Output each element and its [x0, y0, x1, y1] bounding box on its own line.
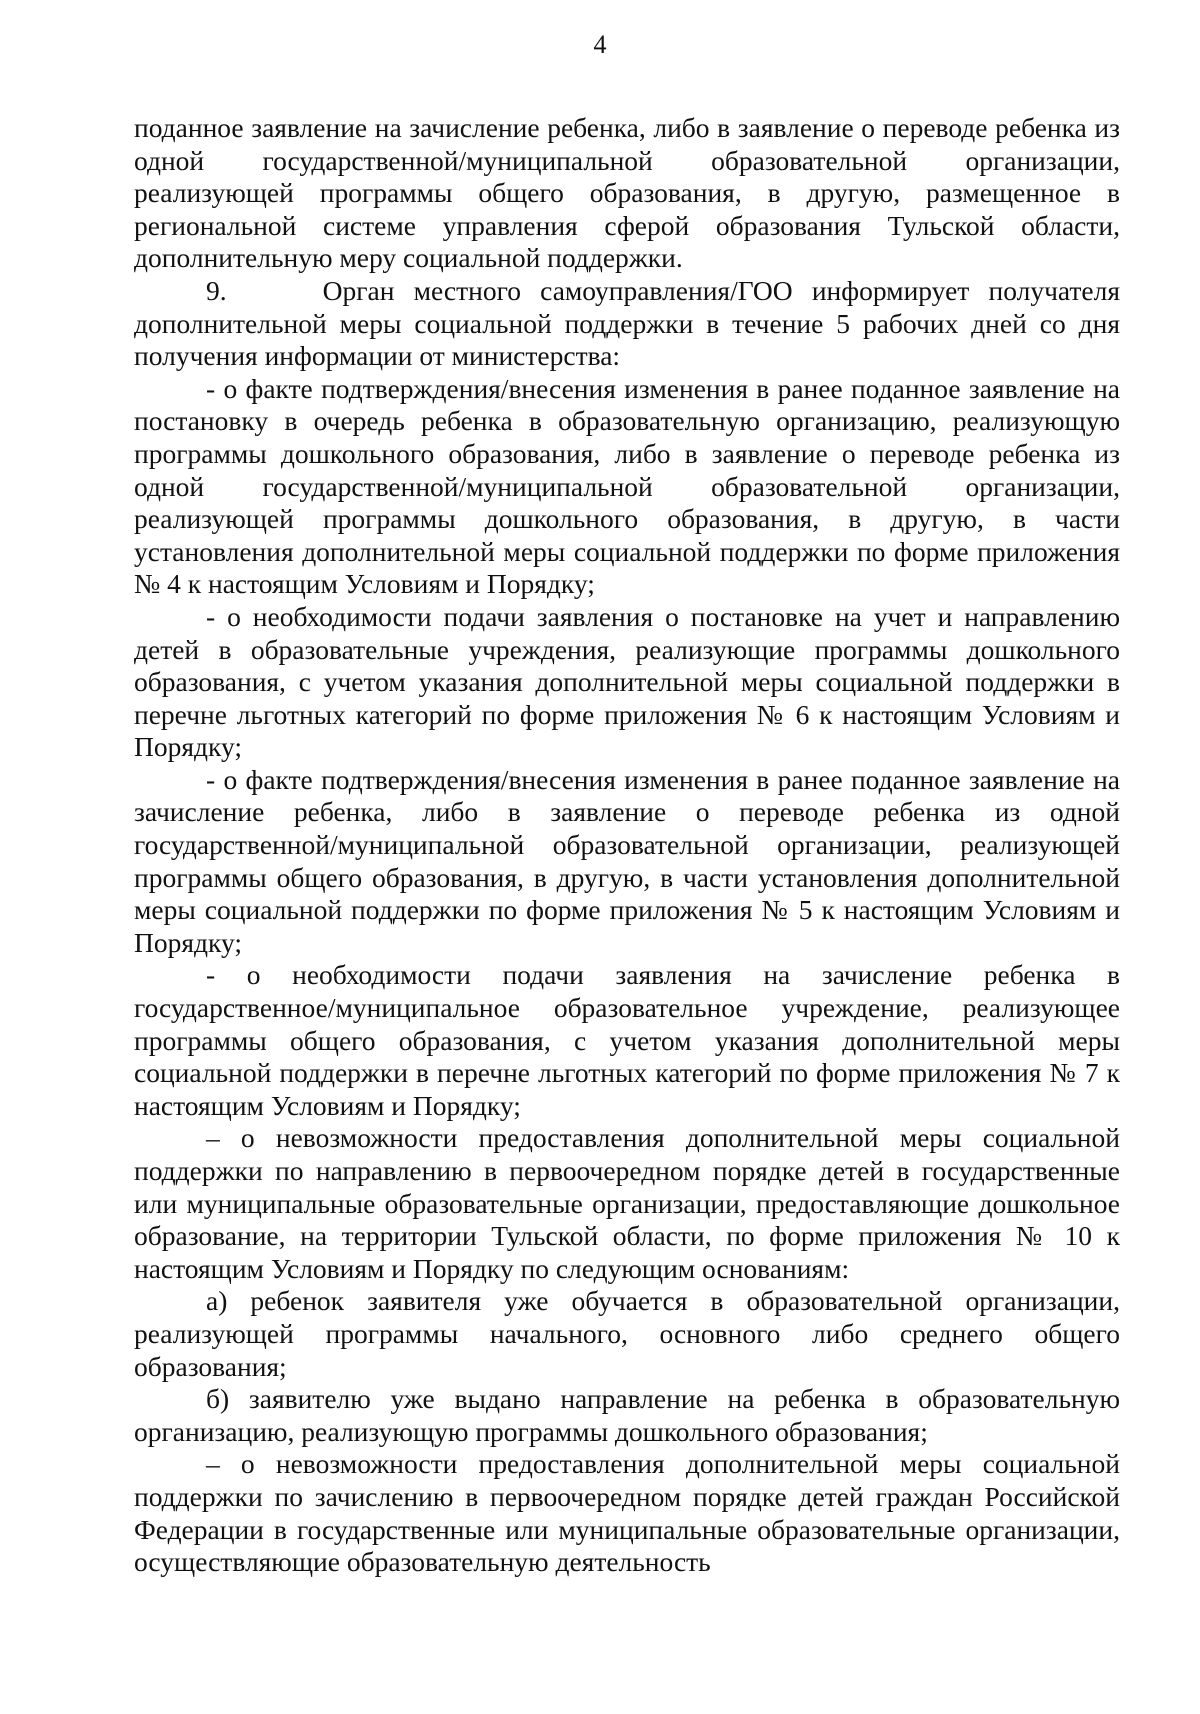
document-body [134, 112, 1120, 1579]
page-number: 4 [593, 30, 607, 59]
paragraph-reason-b: б) заявителю уже выдано направление на ребенка в образовательную организацию, реализующую программы дошкольного образования; [134, 1383, 1120, 1447]
paragraph-need-application-general: - о необходимости подачи заявления на зачисление ребенка в государственное/муниципальное образовательное учреждение, реализующее программы общего образования, с учетом указания дополнительной меры социальной поддержки в перечне льготных категорий по форме приложения № 7 к настоящим Условиям и Порядку; [134, 959, 1120, 1121]
paragraph-reason-a: а) ребенок заявителя уже обучается в образовательной организации, реализующей программы начального, основного либо среднего общего образования; [134, 1285, 1120, 1382]
paragraph-continuation: поданное заявление на зачисление ребенка, либо в заявление о переводе ребенка из одной государственной/муниципальной образовательной организации, реализующей программы общего образования, в другую, размещенное в региональной системе управления сферой образования Тульской области, дополнительную меру социальной поддержки. [134, 112, 1120, 274]
paragraph-need-application-preschool: - о необходимости подачи заявления о постановке на учет и направлению детей в образовательные учреждения, реализующие программы дошкольного образования, с учетом указания дополнительной меры социальной поддержки в перечне льготных категорий по форме приложения № 6 к настоящим Условиям и Порядку; [134, 600, 1120, 763]
paragraph-fact-confirmation-general: - о факте подтверждения/внесения изменения в ранее поданное заявление на зачисление ребенка, либо в заявление о переводе ребенка из одной государственной/муниципальной образовательной организации, реализующей программы общего образования, в другую, в части установления дополнительной меры социальной поддержки по форме приложения № 5 к настоящим Условиям и Порядку; [134, 763, 1120, 958]
paragraph-impossibility-general: – о невозможности предоставления дополнительной меры социальной поддержки по зачислению в первоочередном порядке детей граждан Российской Федерации в государственные или муниципальные образовательные организации, осуществляющие образовательную деятельность [134, 1448, 1120, 1578]
paragraph-fact-confirmation-preschool: - о факте подтверждения/внесения изменения в ранее поданное заявление на постановку в очередь ребенка в образовательную организацию, реализующую программы дошкольного образования, либо в заявление о переводе ребенка из одной государственной/муниципальной образовательной организации, реализующей программы дошкольного образования, в другую, в части установления дополнительной меры социальной поддержки по форме приложения № 4 к настоящим Условиям и Порядку; [134, 372, 1120, 600]
paragraph-item-9: 9. Орган местного самоуправления/ГОО информирует получателя дополнительной меры социальной поддержки в течение 5 рабочих дней со дня получения информации от министерства: [134, 274, 1120, 372]
paragraph-impossibility-preschool: – о невозможности предоставления дополнительной меры социальной поддержки по направлению в первоочередном порядке детей в государственные или муниципальные образовательные организации, предоставляющие дошкольное образование, на территории Тульской области, по форме приложения № 10 к настоящим Условиям и Порядку по следующим основаниям: [134, 1122, 1120, 1284]
